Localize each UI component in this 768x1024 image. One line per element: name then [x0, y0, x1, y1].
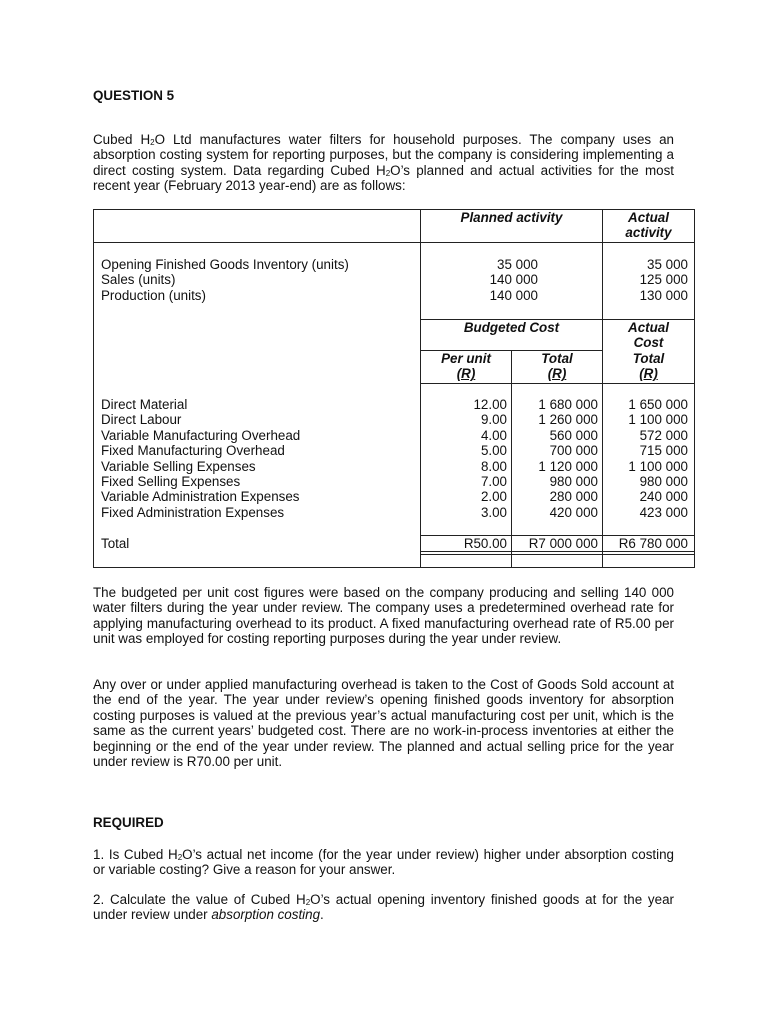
header-actual-cost — [603, 320, 694, 382]
actual-total-values — [603, 397, 688, 520]
required-item-1 — [93, 847, 674, 878]
budget-total-value: 980 000 — [549, 474, 598, 490]
item-text: O’s actual net income (for the year under review) higher under absorption costing or variable costing? Give a reason for your answer. — [93, 847, 674, 878]
per-unit-value: 12.00 — [473, 397, 507, 412]
header-line: (R) — [639, 366, 658, 382]
actual-total-value: 715 000 — [639, 443, 688, 459]
header-line: Total — [541, 351, 573, 366]
activity-row-label: Opening Finished Goods Inventory (units) — [101, 257, 349, 272]
per-unit-values — [421, 397, 507, 520]
header-actual-activity — [603, 210, 694, 241]
header-planned-activity: Planned activity — [460, 210, 563, 225]
per-unit-value: 2.00 — [480, 489, 507, 505]
budget-total-values — [512, 397, 598, 520]
item-emphasis: absorption costing — [211, 907, 321, 923]
actual-total-value: 1 100 000 — [628, 458, 688, 474]
cost-row-label: Variable Manufacturing Overhead — [101, 427, 301, 443]
actual-value: 35 000 — [647, 257, 688, 272]
data-table — [93, 209, 695, 568]
question-title: QUESTION 5 — [93, 88, 175, 103]
actual-total-value: 1 100 000 — [628, 412, 688, 428]
activity-row-label: Production (units) — [101, 287, 206, 303]
required-item-2 — [93, 892, 674, 923]
subscript: 2 — [150, 138, 155, 147]
item-text: O’s actual opening inventory finished goods at for the year under review under — [93, 892, 674, 923]
total-actual: R6 780 000 — [618, 536, 688, 551]
cost-labels — [101, 397, 411, 520]
per-unit-value: 3.00 — [480, 504, 507, 520]
cost-row-label: Fixed Selling Expenses — [101, 474, 241, 490]
actual-total-value: 423 000 — [639, 504, 688, 520]
intro-text-b: O Ltd manufactures water filters for household purposes. The company uses an absorption costing system for reporting purposes, but the company is considering implementing a direct costing system. Data regarding Cubed H — [93, 132, 674, 178]
actual-value: 130 000 — [639, 287, 688, 303]
cost-row-label: Direct Material — [101, 397, 188, 412]
budget-total-value: 1 260 000 — [538, 412, 598, 428]
cost-row-label: Direct Labour — [101, 412, 182, 428]
cost-row-label: Fixed Manufacturing Overhead — [101, 443, 285, 459]
budget-total-value: 1 680 000 — [538, 397, 598, 412]
per-unit-value: 8.00 — [480, 458, 507, 474]
total-label: Total — [101, 536, 130, 551]
table-divider — [94, 242, 694, 243]
activity-labels — [101, 257, 411, 303]
header-per-unit — [421, 351, 511, 382]
header-line: Actual — [628, 210, 669, 225]
subscript: 2 — [177, 853, 183, 862]
paragraph-budget-basis: The budgeted per unit cost figures were based on the company producing and selling 140 000 water filters during the year under review. The company uses a predetermined overhead rate for applying manufacturing overhead to its product. A fixed manufacturing overhead rate of R5.00 per unit was employed for costing reporting purposes during the year under review. — [93, 585, 674, 647]
item-text: Calculate the value of Cubed H — [109, 892, 306, 907]
per-unit-value: 5.00 — [480, 443, 507, 459]
cost-row-label: Variable Administration Expenses — [101, 489, 300, 505]
header-line: activity — [625, 225, 672, 241]
header-line: Per unit — [441, 351, 491, 366]
subscript: 2 — [305, 898, 311, 907]
item-number: 2. — [93, 892, 105, 907]
per-unit-value: 4.00 — [480, 427, 507, 443]
actual-total-value: 572 000 — [639, 427, 688, 443]
intro-paragraph — [93, 132, 674, 194]
required-heading: REQUIRED — [93, 815, 164, 830]
table-divider — [420, 383, 694, 384]
per-unit-value: 9.00 — [480, 412, 507, 428]
budget-total-value: 420 000 — [549, 504, 598, 520]
actual-total-value: 1 650 000 — [628, 397, 688, 412]
header-line: Cost — [633, 335, 664, 351]
cost-row-label: Variable Selling Expenses — [101, 458, 256, 474]
header-total — [512, 351, 602, 382]
budget-total-value: 700 000 — [549, 443, 598, 459]
actual-value: 125 000 — [639, 272, 688, 288]
actual-activity-values — [603, 257, 688, 303]
item-number: 1. — [93, 847, 105, 862]
paragraph-overhead-policy: Any over or under applied manufacturing overhead is taken to the Cost of Goods Sold account at the end of the year. The year under review’s opening finished goods inventory for absorption costing purposes is valued at the previous year’s actual manufacturing cost per unit, which is the same as the current years’ budgeted cost. There are no work-in-process inventories at either the beginning or the end of the year under review. The planned and actual selling price for the year under review is R70.00 per unit. — [93, 677, 674, 770]
planned-value: 35 000 — [497, 257, 538, 272]
planned-activity-values — [421, 257, 538, 303]
planned-value: 140 000 — [489, 287, 538, 303]
header-line: (R) — [456, 366, 476, 382]
item-text: . — [320, 907, 324, 923]
actual-total-value: 980 000 — [639, 474, 688, 490]
per-unit-value: 7.00 — [480, 474, 507, 490]
table-divider — [420, 554, 694, 555]
budget-total-value: 560 000 — [549, 427, 598, 443]
planned-value: 140 000 — [489, 272, 538, 288]
total-per-unit: R50.00 — [463, 536, 507, 551]
budget-total-value: 280 000 — [549, 489, 598, 505]
subscript: 2 — [385, 168, 391, 178]
budget-total-value: 1 120 000 — [538, 458, 598, 474]
header-line: (R) — [547, 366, 567, 382]
intro-text-a: Cubed H — [93, 132, 151, 147]
total-budget: R7 000 000 — [528, 536, 598, 551]
cost-row-label: Fixed Administration Expenses — [101, 504, 285, 520]
intro-text-c: O’s planned and actual activities for the most recent year (February 2013 year-end) are as follows: — [93, 162, 674, 194]
actual-total-value: 240 000 — [639, 489, 688, 505]
item-text: Is Cubed H — [108, 847, 178, 862]
header-line: Actual — [628, 320, 669, 335]
header-budgeted-cost: Budgeted Cost — [463, 320, 560, 335]
activity-row-label: Sales (units) — [101, 272, 176, 288]
header-line: Total — [632, 350, 665, 366]
